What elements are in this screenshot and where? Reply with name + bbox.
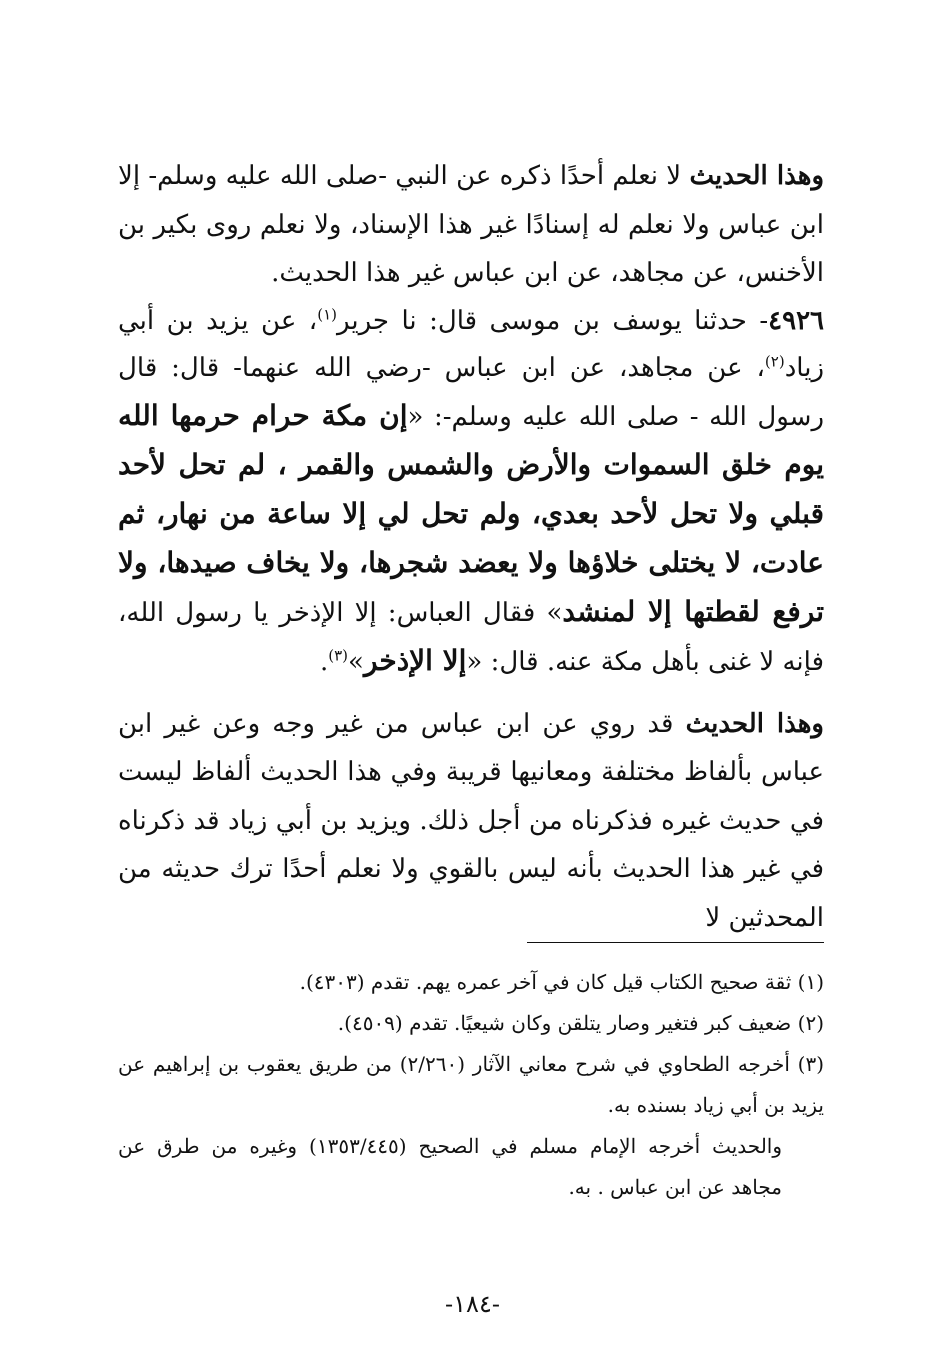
footnote-marker-3: (٣): [328, 645, 349, 664]
paragraph-3-text: قد روي عن ابن عباس من غير وجه وعن غير ابن عباس بألفاظ مختلفة ومعانيها قريبة وفي هذا الحديث ألفاظ ليست في حديث غيره فذكرناه من أجل ذلك. ويزيد بن أبي زياد قد ذكرناه في غير هذا الحديث بأنه ليس بالقوي ولا نعلم أحدًا ترك حديثه من المحدثين لا: [118, 708, 824, 933]
paragraph-2: [118, 298, 824, 686]
narration-text-1: - حدثنا يوسف بن موسى قال: نا جرير: [336, 305, 769, 336]
narration-text-4: » فقال العباس: إلا الإذخر يا رسول الله، فإنه لا غنى بأهل مكة عنه. قال: «: [118, 597, 824, 677]
narration-text-3: ، عن مجاهد، عن ابن عباس -رضي الله عنهما- قال: قال رسول الله - صلى الله عليه وسلم-: «: [118, 352, 824, 432]
hadith-number: ٤٩٢٦: [768, 305, 824, 336]
footnotes: [118, 962, 824, 1208]
footnote-marker-1: (١): [317, 304, 337, 323]
paragraph-1: [118, 152, 824, 298]
footnote-1: (١) ثقة صحيح الكتاب قيل كان في آخر عمره يهم. تقدم (٤٣٠٣).: [299, 970, 824, 994]
paragraph-3-lead: وهذا الحديث: [685, 708, 824, 739]
main-text: [118, 152, 824, 942]
footnote-2: (٢) ضعيف كبر فتغير وصار يتلقن وكان شيعيًا. تقدم (٤٥٠٩).: [337, 1011, 824, 1035]
paragraph-3: [118, 700, 824, 943]
narration-text-2: ، عن يزيد بن أبي زياد: [118, 305, 824, 383]
hadith-quote-2: إلا الإذخر: [363, 643, 467, 677]
narration-text-6: .: [319, 646, 329, 677]
paragraph-1-lead: وهذا الحديث: [689, 161, 824, 191]
footnote-3: (٣) أخرجه الطحاوي في شرح معاني الآثار (٢/٢٦٠) من طريق يعقوب بن إبراهيم عن يزيد بن أبي زياد بسنده به.: [118, 1052, 824, 1117]
hadith-quote: إن مكة حرام حرمها الله يوم خلق السموات والأرض والشمس والقمر ، لم تحل لأحد قبلي ولا تحل لأحد بعدي، ولم تحل لي إلا ساعة من نهار، ثم عادت، لا يختلى خلاؤها ولا يعضد شجرها، ولا يخاف صيدها، ولا ترفع لقطتها إلا لمنشد: [118, 398, 824, 628]
footnote-separator: [527, 942, 824, 943]
footnote-marker-2: (٢): [764, 351, 785, 370]
footnote-3-continued: والحديث أخرجه الإمام مسلم في الصحيح (١٣٥٣/٤٤٥) وغيره من طرق عن مجاهد عن ابن عباس . به.: [118, 1134, 782, 1199]
paragraph-1-text: لا نعلم أحدًا ذكره عن النبي -صلى الله عليه وسلم- إلا ابن عباس ولا نعلم له إسنادًا غير هذا الإسناد، ولا نعلم روى بكير بن الأخنس، عن مجاهد، عن ابن عباس غير هذا الحديث.: [118, 161, 824, 288]
page-number: -١٨٤-: [445, 1290, 500, 1318]
narration-text-5: »: [348, 646, 364, 677]
